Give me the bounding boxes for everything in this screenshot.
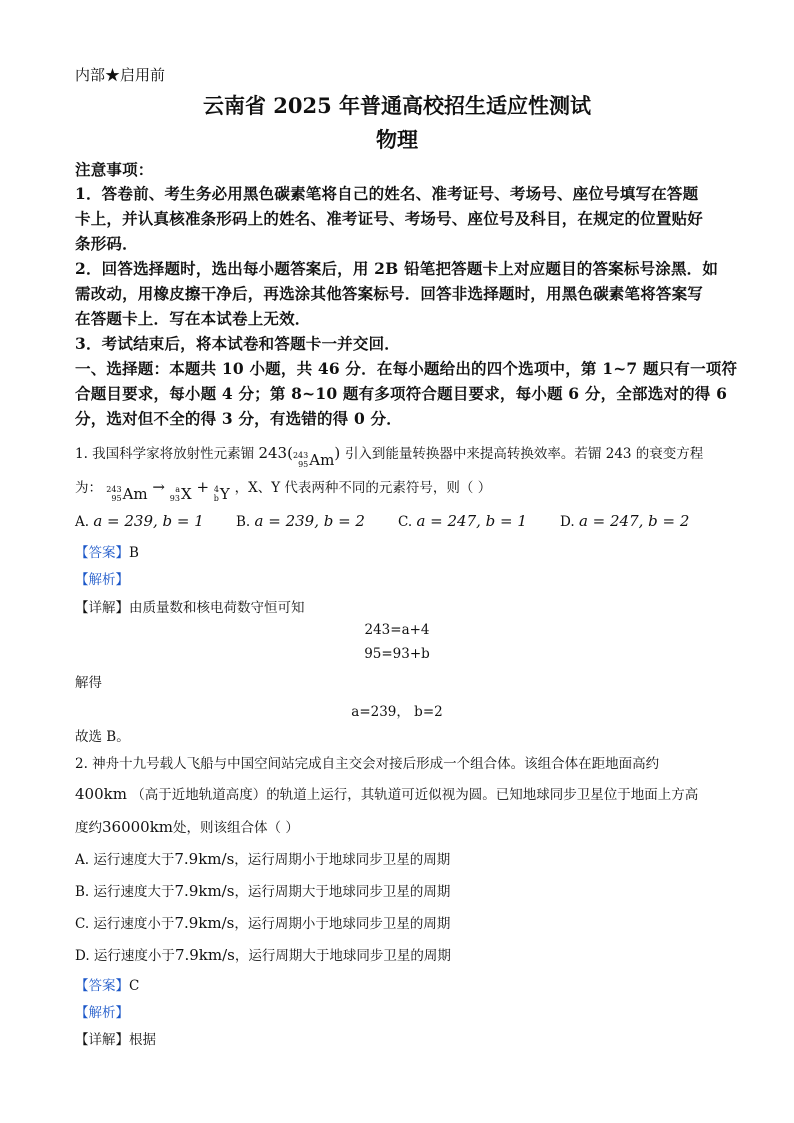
option-speed: 7.9km/s: [174, 882, 235, 900]
option-text: ，运行周期大于地球同步卫星的周期: [234, 884, 451, 900]
q2-option-d: [75, 944, 451, 964]
q2-text: 处，则该组合体（ ）: [173, 820, 299, 836]
equation-1: 243=a+4: [364, 622, 430, 638]
notice-line: 卡上，并认真核准条形码上的姓名、准考证号、考场号、座位号及科目，在规定的位置贴好: [75, 209, 704, 228]
option-b: [236, 512, 365, 530]
secret-label: 内部★启用前: [75, 66, 166, 84]
option-text: B. 运行速度大于: [75, 884, 175, 900]
option-value: a = 239, b = 1: [93, 512, 204, 530]
option-value: a = 247, b = 2: [578, 512, 690, 530]
q2-option-c: [75, 912, 450, 932]
option-text: ，运行周期大于地球同步卫星的周期: [234, 948, 451, 964]
option-text: C. 运行速度小于: [75, 916, 175, 932]
analysis-tag: 【解析】: [75, 1005, 129, 1021]
option-d: [560, 512, 689, 530]
option-label: D.: [560, 514, 575, 530]
section-line: 分，选对但不全的得 3 分，有选错的得 0 分．: [75, 409, 402, 428]
option-text: ，运行周期小于地球同步卫星的周期: [234, 852, 451, 868]
q2-altitude: 400km: [75, 785, 127, 803]
y-mass: 4: [213, 485, 219, 494]
detail-tag: 【详解】: [75, 1032, 129, 1048]
q2-option-a: [75, 848, 450, 868]
option-value: a = 239, b = 2: [254, 512, 365, 530]
section-line: 一、选择题：本题共 10 小题，共 46 分．在每小题给出的四个选项中，第 1~7 题只有一项符: [75, 359, 738, 378]
notice-line: 2．回答选择题时，选出每小题答案后，用 2B 铅笔把答题卡上对应题目的答案标号涂黑．如: [75, 259, 719, 278]
option-label: A.: [75, 514, 90, 530]
q1-sub: 95: [298, 460, 309, 469]
option-text: ，运行周期小于地球同步卫星的周期: [234, 916, 451, 932]
plus: +: [196, 478, 210, 496]
detail-text: 根据: [129, 1032, 156, 1048]
y-z: b: [213, 494, 219, 503]
x-symbol: X: [180, 485, 192, 503]
option-speed: 7.9km/s: [174, 850, 235, 868]
arrow: →: [152, 478, 165, 496]
option-a: [75, 512, 204, 530]
option-label: B.: [236, 514, 251, 530]
q1-detail: [75, 596, 305, 616]
option-speed: 7.9km/s: [174, 914, 235, 932]
q2-geo-altitude: 36000km: [102, 818, 174, 836]
answer-tag: 【答案】: [75, 978, 129, 994]
q1-text: ，X、Y 代表两种不同的元素符号，则（ ）: [234, 480, 492, 496]
am-mass: 243: [106, 485, 122, 494]
notice-line: 在答题卡上．写在本试卷上无效．: [75, 309, 311, 328]
exam-title: 云南省 2025 年普通高校招生适应性测试: [202, 93, 592, 118]
y-symbol: Y: [219, 485, 230, 503]
notice-line: 3．考试结束后，将本试卷和答题卡一并交回．: [75, 334, 400, 353]
solve-label: 解得: [75, 675, 102, 691]
q1-text: 1. 我国科学家将放射性元素镅: [75, 446, 255, 462]
option-text: A. 运行速度大于: [75, 852, 175, 868]
option-speed: 7.9km/s: [174, 946, 235, 964]
notice-line: 条形码．: [75, 234, 138, 253]
answer-value: B: [129, 545, 139, 561]
q1-mass-number: 243: [258, 444, 288, 462]
q1-stem-line1: [75, 442, 703, 469]
q2-detail: [75, 1028, 156, 1048]
q1-answer: [75, 541, 139, 561]
result: a=239， b=2: [351, 704, 443, 720]
am-symbol: Am: [122, 485, 148, 503]
x-z: 93: [169, 494, 180, 503]
q2-option-b: [75, 880, 450, 900]
q1-text: 引入到能量转换器中来提高转换效率。若镅 243 的衰变方程: [344, 446, 704, 462]
detail-text: 由质量数和核电荷数守恒可知: [129, 600, 305, 616]
answer-tag: 【答案】: [75, 545, 129, 561]
q1-text: 为：: [75, 480, 102, 496]
subject-title: 物理: [376, 127, 418, 152]
notice-heading: 注意事项：: [75, 160, 154, 179]
option-text: D. 运行速度小于: [75, 948, 175, 964]
conclusion: 故选 B。: [75, 729, 130, 745]
q2-stem-line3: [75, 816, 299, 836]
q1-isotope-formula: 243( 243 95 Am ): [258, 444, 345, 469]
equation-2: 95=93+b: [364, 646, 430, 662]
notice-line: 需改动，用橡皮擦干净后，再选涂其他答案标号．回答非选择题时，用黑色碳素笔将答案写: [75, 284, 704, 303]
option-label: C.: [398, 514, 413, 530]
q2-stem-line2: [75, 783, 698, 803]
detail-tag: 【详解】: [75, 600, 129, 616]
q2-stem-line1: 2. 神舟十九号载人飞船与中国空间站完成自主交会对接后形成一个组合体。该组合体在距地面高约: [75, 756, 660, 772]
section-line: 合题目要求，每小题 4 分；第 8~10 题有多项符合题目要求，每小题 6 分，全部选对的得 6: [75, 384, 728, 403]
x-mass: a: [175, 485, 180, 494]
option-value: a = 247, b = 1: [416, 512, 527, 530]
analysis-tag: 【解析】: [75, 572, 129, 588]
q2-text: （高于近地轨道高度）的轨道上运行，其轨道可近似视为圆。已知地球同步卫星位于地面上方高: [131, 787, 699, 803]
answer-value: C: [129, 978, 140, 994]
q1-symbol: Am: [309, 451, 335, 469]
q2-answer: [75, 974, 139, 994]
q2-text: 度约: [75, 820, 102, 836]
am-z: 95: [111, 494, 122, 503]
option-c: [398, 512, 527, 530]
decay-equation: [106, 478, 234, 503]
notice-line: 1．答卷前、考生务必用黑色碳素笔将自己的姓名、准考证号、考场号、座位号填写在答题: [75, 184, 699, 203]
q1-sup: 243: [292, 451, 309, 460]
q1-stem-line2: [75, 476, 491, 503]
